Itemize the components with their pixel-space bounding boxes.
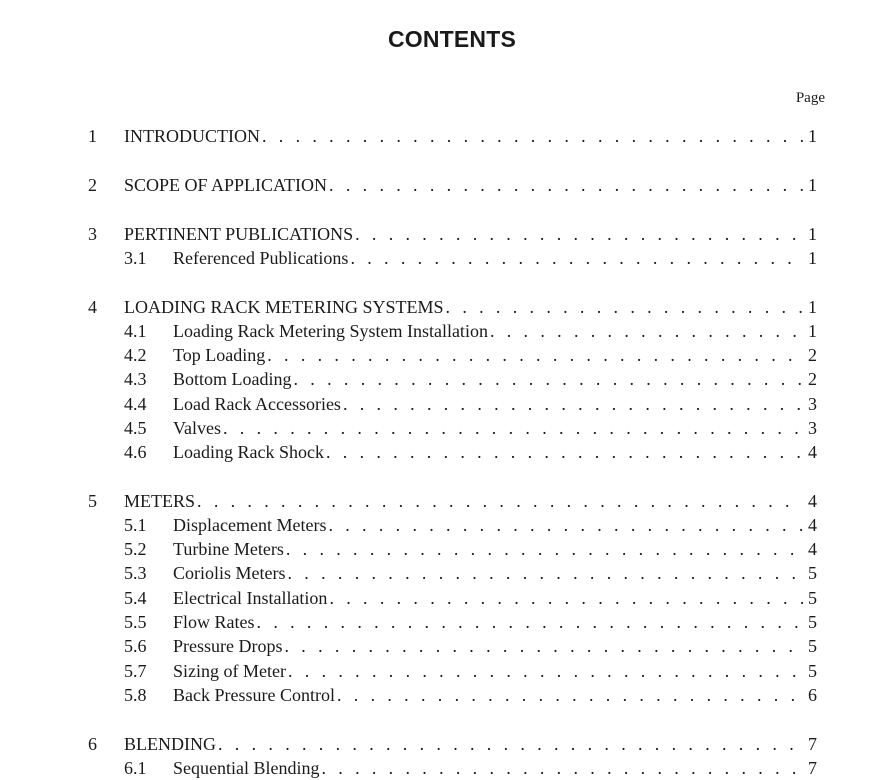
toc-subentry <box>0 610 890 634</box>
toc-entry-leader <box>173 634 817 658</box>
page-title: CONTENTS <box>387 26 517 52</box>
toc-entry-number: 5.5 <box>124 612 147 632</box>
toc-entry-number: 3 <box>88 224 97 244</box>
toc-entry-number: 5 <box>88 491 97 511</box>
toc-subentry <box>0 659 890 683</box>
toc-subentry <box>0 416 890 440</box>
toc-entry-page-number: 7 <box>803 732 817 756</box>
dot-leader <box>284 537 817 561</box>
toc-entry-leader <box>124 173 817 197</box>
dot-leader <box>286 561 818 585</box>
dot-leader <box>327 586 817 610</box>
toc-entry <box>0 732 890 756</box>
toc-subentry <box>0 343 890 367</box>
dot-leader <box>265 343 817 367</box>
toc-entry-page-number: 4 <box>803 513 817 537</box>
toc-entry-number: 4.3 <box>124 369 147 389</box>
toc-entry-title: Loading Rack Shock <box>173 442 324 462</box>
toc-entry-leader <box>173 343 817 367</box>
toc-entry-title: Flow Rates <box>173 612 255 632</box>
toc-subentry <box>0 561 890 585</box>
toc-entry-number: 2 <box>88 175 97 195</box>
toc-entry-title: SCOPE OF APPLICATION <box>124 175 328 195</box>
dot-leader <box>341 392 817 416</box>
toc-entry-leader <box>124 295 817 319</box>
toc-entry-page-number: 2 <box>803 343 817 367</box>
toc-entry-number: 5.8 <box>124 685 147 705</box>
dot-leader <box>216 732 817 756</box>
toc-entry-title: BLENDING <box>124 734 216 754</box>
toc-subentry <box>0 634 890 658</box>
toc-entry-page-number: 3 <box>803 392 817 416</box>
toc-subentry <box>0 319 890 343</box>
toc-entry-title: Referenced Publications <box>173 248 349 268</box>
toc-entry-leader <box>173 513 817 537</box>
toc-entry-title: Sequential Blending <box>173 758 320 778</box>
toc-entry-number: 5.2 <box>124 539 147 559</box>
toc-entry-number: 4.4 <box>124 394 147 414</box>
toc-subentry <box>0 683 890 707</box>
toc-entry-title: Sizing of Meter <box>173 661 286 681</box>
dot-leader <box>335 683 817 707</box>
toc-entry-leader <box>173 586 817 610</box>
toc-entry-page-number: 1 <box>803 319 817 343</box>
page-column-label: Page <box>795 90 825 106</box>
dot-leader <box>327 173 817 197</box>
toc-entry-title: Loading Rack Metering System Installation <box>173 321 488 341</box>
toc-entry-leader <box>124 489 817 513</box>
toc-entry-page-number: 3 <box>803 416 817 440</box>
toc-entry-leader <box>173 392 817 416</box>
toc-entry-title: Pressure Drops <box>173 636 283 656</box>
dot-leader <box>488 319 817 343</box>
toc-entry-title: INTRODUCTION <box>124 126 260 146</box>
toc-subentry <box>0 586 890 610</box>
toc-entry-number: 3.1 <box>124 248 147 268</box>
toc-entry-leader <box>173 440 817 464</box>
toc-entry <box>0 173 890 197</box>
toc-entry-page-number: 1 <box>803 124 817 148</box>
toc-entry-title: METERS <box>124 491 196 511</box>
toc-entry-leader <box>173 659 817 683</box>
toc-entry-leader <box>173 246 817 270</box>
toc-entry-leader <box>173 683 817 707</box>
toc-entry-title: Turbine Meters <box>173 539 284 559</box>
toc-entry-title: Valves <box>173 418 221 438</box>
toc-entry-title: Load Rack Accessories <box>173 394 341 414</box>
toc-entry-page-number: 1 <box>803 222 817 246</box>
toc-entry-title: PERTINENT PUBLICATIONS <box>124 224 354 244</box>
toc-subentry <box>0 513 890 537</box>
toc-entry-number: 1 <box>88 126 97 146</box>
toc-entry-title: Coriolis Meters <box>173 563 286 583</box>
toc-entry-page-number: 5 <box>803 586 817 610</box>
toc-entry-leader <box>124 732 817 756</box>
dot-leader <box>348 246 817 270</box>
toc-subentry <box>0 440 890 464</box>
toc-entry-page-number: 4 <box>803 537 817 561</box>
toc-entry-page-number: 7 <box>803 756 817 780</box>
toc-entry-leader <box>173 561 817 585</box>
toc-entry-page-number: 1 <box>803 295 817 319</box>
dot-leader <box>319 756 817 780</box>
dot-leader <box>444 295 817 319</box>
toc-entry-leader <box>173 319 817 343</box>
toc-entry-number: 5.7 <box>124 661 147 681</box>
toc-entry-number: 5.1 <box>124 515 147 535</box>
toc-entry-title: Top Loading <box>173 345 266 365</box>
toc-subentry <box>0 756 890 780</box>
toc-entry-leader <box>173 537 817 561</box>
dot-leader <box>326 513 817 537</box>
toc-entry <box>0 295 890 319</box>
toc-entry-number: 6 <box>88 734 97 754</box>
toc-entry-title: LOADING RACK METERING SYSTEMS <box>124 297 444 317</box>
toc-entry-number: 6.1 <box>124 758 147 778</box>
toc-entry-page-number: 6 <box>803 683 817 707</box>
toc-entry <box>0 124 890 148</box>
toc-subentry <box>0 246 890 270</box>
toc-entry-number: 4 <box>88 297 97 317</box>
toc-entry-page-number: 5 <box>803 634 817 658</box>
toc-subentry <box>0 392 890 416</box>
toc-entry-number: 4.5 <box>124 418 147 438</box>
toc-entry-page-number: 4 <box>803 440 817 464</box>
dot-leader <box>353 222 817 246</box>
dot-leader <box>283 634 818 658</box>
toc-entry-page-number: 5 <box>803 561 817 585</box>
toc-entry-title: Displacement Meters <box>173 515 327 535</box>
toc-subentry <box>0 537 890 561</box>
dot-leader <box>255 610 817 634</box>
dot-leader <box>286 659 817 683</box>
toc-entry-page-number: 4 <box>803 489 817 513</box>
toc-entry-leader <box>173 610 817 634</box>
toc-entry-page-number: 2 <box>803 367 817 391</box>
toc-entry-number: 5.3 <box>124 563 147 583</box>
toc-entry-leader <box>124 222 817 246</box>
toc-entry-number: 5.4 <box>124 588 147 608</box>
toc-subentry <box>0 367 890 391</box>
toc-entry-number: 4.1 <box>124 321 147 341</box>
toc-entry-leader <box>173 367 817 391</box>
toc-entry-page-number: 1 <box>803 173 817 197</box>
toc-entry-leader <box>173 416 817 440</box>
toc-entry-number: 4.6 <box>124 442 147 462</box>
toc-entry-number: 4.2 <box>124 345 147 365</box>
toc-entry-leader <box>173 756 817 780</box>
dot-leader <box>292 367 818 391</box>
dot-leader <box>195 489 817 513</box>
toc-entry-page-number: 1 <box>803 246 817 270</box>
dot-leader <box>324 440 817 464</box>
toc-entry-page-number: 5 <box>803 659 817 683</box>
toc-entry-page-number: 5 <box>803 610 817 634</box>
toc-entry <box>0 489 890 513</box>
toc-entry-title: Electrical Installation <box>173 588 328 608</box>
dot-leader <box>260 124 817 148</box>
toc-entry-title: Bottom Loading <box>173 369 292 389</box>
toc-entry <box>0 222 890 246</box>
toc-entry-title: Back Pressure Control <box>173 685 335 705</box>
toc-entry-number: 5.6 <box>124 636 147 656</box>
dot-leader <box>221 416 817 440</box>
toc-entry-leader <box>124 124 817 148</box>
